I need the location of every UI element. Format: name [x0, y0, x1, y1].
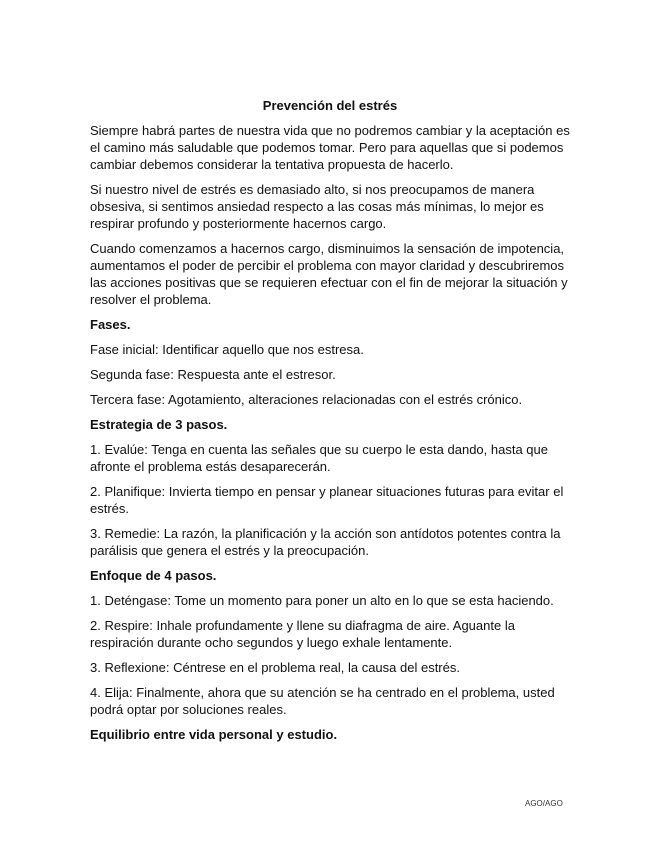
intro-paragraph-3: Cuando comenzamos a hacernos cargo, disminuimos la sensación de impotencia, aumentamos el poder de percibir el problema con mayor claridad y descubriremos las acciones positivas que se requieren efectuar con el fin de mejorar la situación y resolver el problema.: [90, 241, 568, 307]
estrategia-heading: Estrategia de 3 pasos.: [90, 417, 228, 432]
enfoque-item: 3. Reflexione: Céntrese en el problema real, la causa del estrés.: [90, 660, 460, 675]
equilibrio-heading: Equilibrio entre vida personal y estudio.: [90, 727, 338, 742]
enfoque-item: 2. Respire: Inhale profundamente y llene su diafragma de aire. Aguante la respiración durante ocho segundos y luego exhale lentamente.: [90, 618, 515, 650]
enfoque-item: 4. Elija: Finalmente, ahora que su atención se ha centrado en el problema, usted podrá optar por soluciones reales.: [90, 685, 555, 717]
page-title: Prevención del estrés: [262, 98, 398, 113]
enfoque-item: 1. Deténgase: Tome un momento para poner un alto en lo que se esta haciendo.: [90, 593, 554, 608]
document-page: [90, 97, 570, 751]
estrategia-item: 1. Evalúe: Tenga en cuenta las señales que su cuerpo le esta dando, hasta que afronte el problema estás desaparecerán.: [90, 442, 548, 474]
intro-paragraph-2: Si nuestro nivel de estrés es demasiado alto, si nos preocupamos de manera obsesiva, si sentimos ansiedad respecto a las cosas más mínimas, lo mejor es respirar profundo y posteriormente hacernos cargo.: [90, 182, 544, 231]
fases-item: Tercera fase: Agotamiento, alteraciones relacionadas con el estrés crónico.: [90, 392, 523, 407]
intro-paragraph-1: Siempre habrá partes de nuestra vida que no podremos cambiar y la aceptación es el camino más saludable que podemos tomar. Pero para aquellas que si podemos cambiar debemos considerar la tentativa propuesta de hacerlo.: [90, 123, 570, 172]
fases-heading: Fases.: [90, 317, 131, 332]
estrategia-item: 2. Planifique: Invierta tiempo en pensar y planear situaciones futuras para evitar el estrés.: [90, 484, 564, 516]
estrategia-item: 3. Remedie: La razón, la planificación y la acción son antídotos potentes contra la parálisis que genera el estrés y la preocupación.: [90, 526, 561, 558]
enfoque-heading: Enfoque de 4 pasos.: [90, 568, 217, 583]
page-footer: AGO/AGO: [525, 799, 563, 808]
fases-item: Segunda fase: Respuesta ante el estresor.: [90, 367, 336, 382]
fases-item: Fase inicial: Identificar aquello que nos estresa.: [90, 342, 364, 357]
